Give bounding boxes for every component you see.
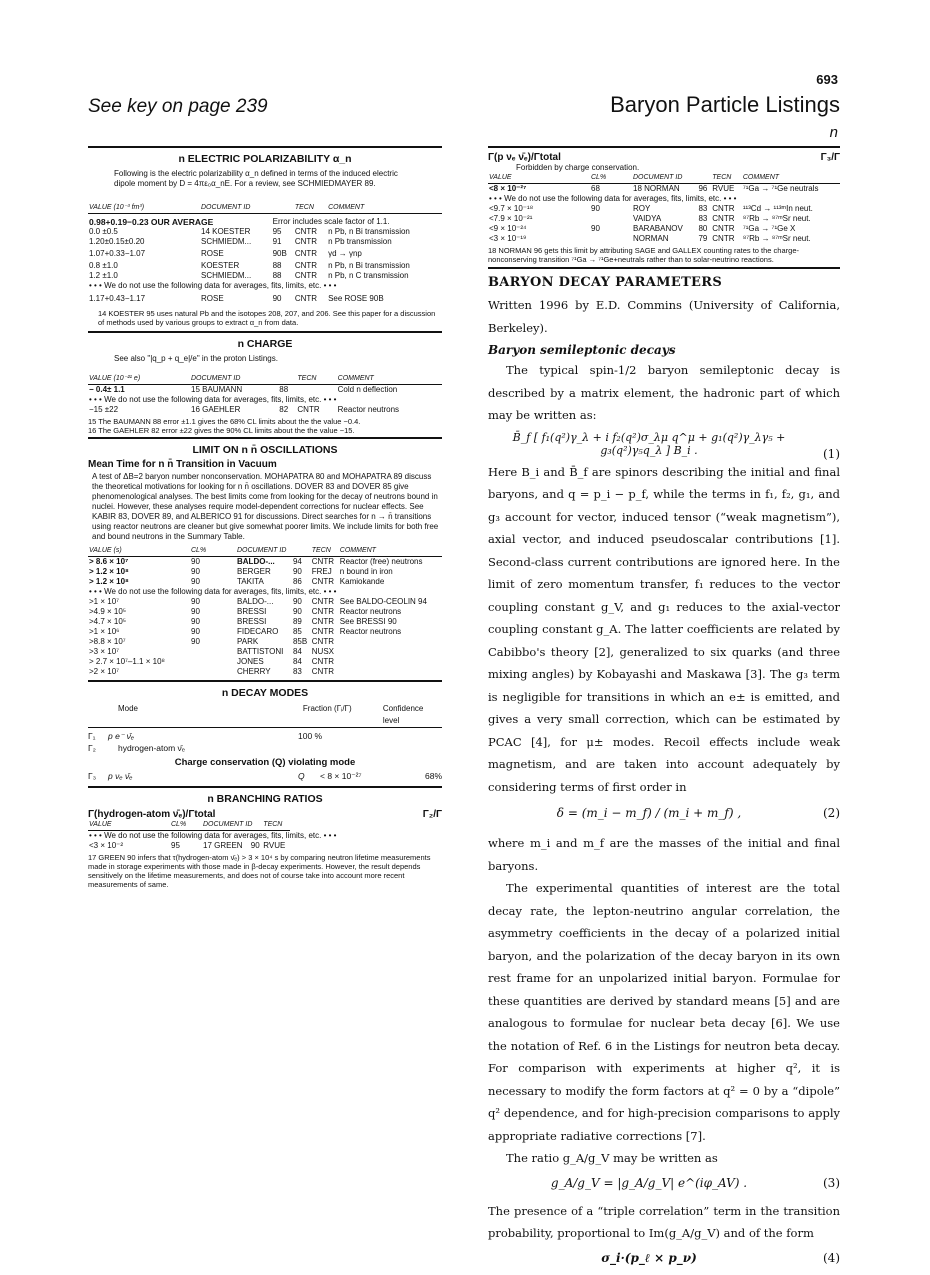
oscillation-title: LIMIT ON n n̄ OSCILLATIONS xyxy=(192,444,338,456)
table-cell: ⁸⁷Rb → ⁸⁷ᵐSr neut. xyxy=(742,214,811,223)
left-column xyxy=(88,146,442,891)
branching-title: n BRANCHING RATIOS xyxy=(207,793,323,805)
table-cell: ⁷¹Ga → ⁷¹Ge X xyxy=(742,224,796,233)
table-cell: >2 × 10⁷ xyxy=(89,667,120,676)
col-header: DOCUMENT ID xyxy=(200,203,294,214)
table-cell: CNTR xyxy=(311,617,334,626)
col-header: CL% xyxy=(190,546,236,557)
table-cell: BARABANOV xyxy=(633,224,683,233)
polarizability-table xyxy=(88,203,442,307)
decay-modes-title: n DECAY MODES xyxy=(221,687,309,699)
table-cell: CNTR xyxy=(311,607,334,616)
table-cell: n bound in iron xyxy=(339,567,393,576)
table-cell: 90 xyxy=(250,841,260,850)
footnote: 18 NORMAN 96 gets this limit by attributing SAGE and GALLEX counting rates to the charge-nonconserving transition ⁷¹Ga → ⁷¹Ge+neutrals rather than to solar-neutrino reactions. xyxy=(488,246,799,264)
table-cell: 91 xyxy=(272,237,282,246)
table-row xyxy=(488,214,840,224)
table-cell: < 8 × 10⁻²⁷ xyxy=(320,771,362,781)
table-cell: n Pb, n Bi transmission xyxy=(328,261,410,270)
charge-violating-heading: Charge conservation (Q) violating mode xyxy=(174,757,356,768)
paragraph: The experimental quantities of interest are the total decay rate, the lepton-neutrino angular correlation, the asymmetry coefficients in the decay of a polarized initial baryon, and the polarization of the decay baryon in its own rest frame for an unpolarized initial baryon. Formulae for these quantities are derived by standard means [5] and are analogous to formulae for nuclear beta decay [6]. We use the notation of Ref. 6 in the Listings for neutron beta decay. For comparison with experiments at higher q², it is necessary to modify the form factors at q² = 0 by a “dipole” q² dependence, and for high-precision comparisons to apply appropriate radiative corrections [7]. xyxy=(488,881,840,1143)
table-cell: CNTR xyxy=(712,224,735,233)
table-row xyxy=(488,184,840,195)
col-header: DOCUMENT ID xyxy=(202,820,262,831)
footnote: 16 The GAEHLER 82 error ±22 gives the 90% CL limits about the the value −15. xyxy=(88,426,355,435)
oscillation-intro: A test of ΔB=2 baryon number nonconservation. MOHAPATRA 80 and MOHAPATRA 89 discuss the theoretical motivations for looking for n n̄ oscillations. DOVER 83 and DOVER 85 give phenomenological analyses. The best limits come from looking for the decay of neutrons bound in nuclei. However, these analyses require model-dependent corrections for nuclear effects. See KABIR 83, DOVER 89, and ALBERICO 91 for discussions. Direct searches for n → n̄ transitions using reactor neutrons are cleaner but give somewhat poorer limits. We include limits for both free and bound neutrons in the Summary Table. xyxy=(92,472,439,541)
notused-line: • • • We do not use the following data for averages, fits, limits, etc. • • • xyxy=(89,587,337,596)
oscillation-subtitle: Mean Time for n n̄ Transition in Vacuum xyxy=(88,459,277,470)
table-cell: 83 xyxy=(292,667,302,676)
table-cell: Γ₃/Γ xyxy=(820,152,840,163)
table-cell: 90 xyxy=(191,557,200,566)
running-title: Baryon Particle Listings xyxy=(610,92,840,117)
table-cell: >8.8 × 10⁷ xyxy=(89,637,126,646)
table-cell: SCHMIEDM... xyxy=(201,271,252,280)
table-cell: 83 xyxy=(698,214,708,223)
table-row xyxy=(88,271,442,281)
table-cell: TAKITA xyxy=(237,577,264,586)
charge-table xyxy=(88,374,442,415)
table-cell: 68 xyxy=(591,184,600,193)
table-cell: 90 xyxy=(191,577,200,586)
table-cell: δ = (m_i − m_f) / (m_i + m_f) , xyxy=(556,806,742,820)
table-row xyxy=(88,227,442,237)
table-cell: CNTR xyxy=(294,294,318,303)
table-cell: 89 xyxy=(292,617,302,626)
table-row xyxy=(88,247,442,261)
table-cell: 88 xyxy=(272,261,282,270)
particle-symbol: n xyxy=(829,124,838,141)
table-cell: CNTR xyxy=(294,227,318,236)
table-cell: <3 × 10⁻² xyxy=(89,841,124,850)
table-cell: 17 GREEN xyxy=(203,841,243,850)
table-cell xyxy=(590,214,632,224)
col-header: VALUE (s) xyxy=(88,546,190,557)
table-row xyxy=(88,657,442,667)
table-cell xyxy=(190,647,236,657)
table-cell: CNTR xyxy=(712,214,735,223)
table-cell: 90 xyxy=(191,597,200,606)
table-cell: 1.07+0.33−1.07 xyxy=(89,249,146,258)
table-cell: Reactor (free) neutrons xyxy=(339,557,423,566)
table-cell: BERGER xyxy=(237,567,271,576)
table-cell: (1) xyxy=(823,446,840,461)
table-row xyxy=(88,261,442,271)
table-cell: PARK xyxy=(237,637,259,646)
table-row xyxy=(88,567,442,577)
table-cell: Fraction (Γᵢ/Γ) xyxy=(302,704,352,713)
article-title: BARYON DECAY PARAMETERS xyxy=(488,275,723,290)
col-header: COMMENT xyxy=(337,374,442,385)
table-cell: CNTR xyxy=(297,405,320,414)
table-cell: ROSE xyxy=(201,249,224,258)
table-cell: See BALDO-CEOLIN 94 xyxy=(339,597,427,606)
table-cell: Cold n deflection xyxy=(337,385,398,394)
table-row xyxy=(88,617,442,627)
col-header: TECN xyxy=(311,546,339,557)
table-cell xyxy=(339,647,442,657)
decay-mode-row xyxy=(88,730,442,742)
table-cell: > 1.2 × 10⁸ xyxy=(89,577,129,586)
table-cell: p νₑ ν̄ₑ xyxy=(108,771,133,781)
table-cell: <9.7 × 10⁻¹⁸ xyxy=(489,204,534,213)
table-cell: 90 xyxy=(292,607,302,616)
table-cell: BRESSI xyxy=(237,617,267,626)
page-number: 693 xyxy=(816,72,838,87)
table-row xyxy=(88,667,442,677)
table-cell: NUSX xyxy=(311,647,334,656)
table-cell: B̄_f [ f₁(q²)γ_λ + i f₂(q²)σ_λμ q^μ + g₁(q²)γ_λγ₅ + g₃(q²)γ₅q_λ ] B_i . xyxy=(512,430,786,457)
table-row xyxy=(88,637,442,647)
table-cell: Kamiokande xyxy=(339,577,385,586)
see-key-link[interactable]: See key on page 239 xyxy=(88,96,268,117)
table-cell: 85B xyxy=(292,637,308,646)
decay-modes-header xyxy=(88,703,442,727)
ratio-intro: Forbidden by charge conservation. xyxy=(516,163,640,172)
table-cell: Γ₂ xyxy=(88,743,96,753)
table-cell: −15 ±22 xyxy=(89,405,119,414)
table-cell: 90 xyxy=(191,607,200,616)
col-header: CL% xyxy=(170,820,202,831)
polarizability-title: n ELECTRIC POLARIZABILITY α_n xyxy=(178,153,352,165)
table-cell: Γ₁ xyxy=(88,731,96,741)
charge-title: n CHARGE xyxy=(237,338,293,350)
table-cell xyxy=(296,385,336,396)
table-row xyxy=(88,385,442,396)
oscillation-table xyxy=(88,546,442,677)
table-cell: ⁸⁷Rb → ⁸⁷ᵐSr neut. xyxy=(742,234,811,243)
table-cell xyxy=(190,667,236,677)
table-cell: (4) xyxy=(823,1250,840,1265)
table-cell: 1.20±0.15±0.20 xyxy=(89,237,145,246)
table-cell: 18 NORMAN xyxy=(633,184,680,193)
table-cell: > 2.7 × 10⁷–1.1 × 10⁸ xyxy=(89,657,165,666)
table-cell: <8 × 10⁻²⁷ xyxy=(489,184,527,193)
table-cell xyxy=(339,657,442,667)
table-cell: BALDO-... xyxy=(237,597,274,606)
table-cell: CNTR xyxy=(311,627,334,636)
table-cell: CNTR xyxy=(311,557,334,566)
table-cell: Mode xyxy=(117,704,138,713)
table-cell: (2) xyxy=(823,806,840,820)
table-cell: BALDO-... xyxy=(237,557,275,566)
table-cell: CNTR xyxy=(311,577,334,586)
col-header: COMMENT xyxy=(339,546,442,557)
table-cell: Reactor neutrons xyxy=(339,627,402,636)
table-cell: CNTR xyxy=(294,237,318,246)
table-row xyxy=(488,204,840,214)
col-header: TECN xyxy=(294,203,327,214)
footnote: 17 GREEN 90 infers that τ(hydrogen-atom ν̄ₑ) > 3 × 10⁴ s by comparing neutron lifetime measurements made in storage experiments with those made in β-decay experiments. However, the result depends sensitively on the lifetime measurements, and does not of course take into account more recent measurements of same. xyxy=(88,853,431,889)
table-cell: Γ₃ xyxy=(88,771,97,781)
table-cell: 1.17+0.43−1.17 xyxy=(89,294,146,303)
branching-ratio-title xyxy=(88,810,442,820)
table-cell: Γ₂/Γ xyxy=(422,809,442,820)
table-row xyxy=(88,597,442,607)
decay-mode-row xyxy=(88,770,442,782)
ratio-table xyxy=(488,173,840,244)
table-cell: NORMAN xyxy=(633,234,669,243)
table-cell: CNTR xyxy=(311,667,334,676)
table-row xyxy=(88,607,442,617)
table-cell: 90 xyxy=(191,637,200,646)
table-cell: <7.9 × 10⁻²¹ xyxy=(489,214,533,223)
col-header: VALUE xyxy=(488,173,590,184)
table-cell: CNTR xyxy=(311,657,334,666)
table-cell: 90 xyxy=(191,567,200,576)
table-cell: 90 xyxy=(272,294,282,303)
col-header: VALUE (10⁻²¹ e) xyxy=(88,374,190,385)
table-cell: 90 xyxy=(191,617,200,626)
table-cell: >4.7 × 10⁵ xyxy=(89,617,127,626)
table-cell: CNTR xyxy=(294,271,318,280)
table-cell: 100 % xyxy=(298,731,323,741)
table-cell: 16 GAEHLER xyxy=(191,405,241,414)
table-cell: CNTR xyxy=(712,204,735,213)
table-cell: 88 xyxy=(279,385,289,394)
footnote: 14 KOESTER 95 uses natural Pb and the isotopes 208, 207, and 206. See this paper for a discussion of methods used by various groups to extract α_n from data. xyxy=(98,309,436,327)
table-cell: p e⁻ ν̄ₑ xyxy=(108,731,135,741)
table-cell: > 1.2 × 10⁸ xyxy=(89,567,129,576)
table-cell: 84 xyxy=(292,647,302,656)
table-cell: 0.0 ±0.5 xyxy=(89,227,118,236)
table-cell: 0.8 ±1.0 xyxy=(89,261,118,270)
table-cell: 95 xyxy=(171,841,180,850)
footnote: 15 The BAUMANN 88 error ±1.1 gives the 68% CL limits about the the value −0.4. xyxy=(88,417,361,426)
article-byline: Written 1996 by E.D. Commins (University of California, Berkeley). xyxy=(488,298,840,335)
table-cell: > 8.6 × 10⁷ xyxy=(89,557,129,566)
table-row xyxy=(488,224,840,234)
table-cell: FIDECARO xyxy=(237,627,279,636)
table-cell: Γ(p νₑ ν̄ₑ)/Γtotal xyxy=(488,152,561,163)
article-subtitle: Baryon semileptonic decays xyxy=(488,343,676,357)
table-row xyxy=(88,237,442,247)
table-cell: >1 × 10⁶ xyxy=(89,627,120,636)
table-cell: See BRESSI 90 xyxy=(339,617,397,626)
table-cell: JONES xyxy=(237,657,264,666)
table-cell: ¹¹³Cd → ¹¹³ᵐIn neut. xyxy=(742,204,813,213)
equation-4 xyxy=(488,1245,840,1275)
paragraph: Here B_i and B̄_f are spinors describing the initial and final baryons, and q = p_i − p_f, while the terms in f₁, f₂, g₁, and g₃ account for vector, induced tensor (“weak magnetism”), axial vector, and induced pseudoscalar contributions [1]. Second-class current contributions are ignored here. In the limit of zero momentum transfer, f₁ reduces to the vector coupling constant g_V, and g₁ reduces to the axial-vector coupling constant g_A. The latter coefficients are related by Cabibbo's theory [2], generalized to six quarks (and three mixing angles) by Kobayashi and Maskawa [3]. The g₃ term is negligible for transitions in which an e± is emitted, and gives a very small correction, which can be estimated by PCAC [4], for μ± modes. Recoil effects include weak magnetism, and are taken into account adequately by considering terms of first order in xyxy=(488,464,840,794)
equation-3 xyxy=(488,1170,840,1200)
table-cell: 84 xyxy=(292,657,302,666)
table-cell: CNTR xyxy=(311,637,334,646)
table-cell: Q xyxy=(298,771,305,781)
table-cell: 90 xyxy=(591,224,600,233)
equation-2 xyxy=(488,798,840,832)
table-cell: 88 xyxy=(272,271,282,280)
ratio-title xyxy=(488,153,840,163)
polarizability-intro: Following is the electric polarizability α_n defined in terms of the induced electric dipole moment by D = 4πε₀α_nE. For a review, see SCHMIEDMAYER 89. xyxy=(114,169,398,188)
col-header: CL% xyxy=(590,173,632,184)
table-cell: 90 xyxy=(591,204,600,213)
notused-line: • • • We do not use the following data for averages, fits, limits, etc. • • • xyxy=(89,281,337,290)
table-cell: FREJ xyxy=(311,567,332,576)
notused-line: • • • We do not use the following data for averages, fits, limits, etc. • • • xyxy=(89,395,337,404)
col-header: TECN xyxy=(296,374,336,385)
table-cell xyxy=(339,637,442,647)
col-header: DOCUMENT ID xyxy=(190,374,296,385)
average-row xyxy=(88,214,442,228)
table-row xyxy=(88,291,442,307)
table-cell: <9 × 10⁻²⁴ xyxy=(489,224,527,233)
table-cell: ROSE xyxy=(201,294,224,303)
table-row xyxy=(88,841,442,851)
col-header: DOCUMENT ID xyxy=(236,546,311,557)
table-cell: 95 xyxy=(272,227,282,236)
table-cell: BRESSI xyxy=(237,607,267,616)
col-header: VALUE (10⁻³ fm³) xyxy=(88,203,200,214)
table-cell: − 0.4± 1.1 xyxy=(89,385,125,394)
table-row xyxy=(488,234,840,244)
table-cell: <3 × 10⁻¹⁹ xyxy=(489,234,527,243)
table-cell: hydrogen-atom ν̄ₑ xyxy=(118,743,185,753)
table-cell: CNTR xyxy=(294,249,318,258)
table-cell: 15 BAUMANN xyxy=(191,385,243,394)
table-row xyxy=(88,577,442,587)
notused-line: • • • We do not use the following data for averages, fits, limits, etc. • • • xyxy=(489,194,737,203)
table-cell: n Pb, n Bi transmission xyxy=(328,227,410,236)
table-cell: (3) xyxy=(823,1175,840,1190)
table-cell: Reactor neutrons xyxy=(337,405,400,414)
table-cell: CNTR xyxy=(311,597,334,606)
table-cell: g_A/g_V = |g_A/g_V| e^(iφ_AV) . xyxy=(550,1175,748,1190)
table-cell xyxy=(590,234,632,244)
table-row xyxy=(88,405,442,415)
table-cell: 79 xyxy=(698,234,708,243)
table-cell: 83 xyxy=(698,204,708,213)
table-cell: >3 × 10⁷ xyxy=(89,647,120,656)
col-header: TECN xyxy=(262,820,290,831)
table-cell: 82 xyxy=(279,405,289,414)
col-header: VALUE xyxy=(88,820,170,831)
col-header: TECN xyxy=(711,173,742,184)
table-cell: RVUE xyxy=(263,841,286,850)
table-cell: 90B xyxy=(272,249,287,258)
branching-table xyxy=(88,820,442,851)
table-cell: 1.2 ±1.0 xyxy=(89,271,118,280)
table-cell: n Pb transmission xyxy=(328,237,392,246)
table-row xyxy=(88,647,442,657)
right-column xyxy=(488,146,840,1275)
table-cell: 80 xyxy=(698,224,708,233)
table-cell: 86 xyxy=(292,577,302,586)
table-cell: 68% xyxy=(424,771,442,781)
col-header: COMMENT xyxy=(742,173,840,184)
table-cell: CNTR xyxy=(712,234,735,243)
table-cell: See ROSE 90B xyxy=(328,294,384,303)
table-cell: CNTR xyxy=(294,261,318,270)
table-cell: ROY xyxy=(633,204,651,213)
table-cell: Γ(hydrogen-atom ν̄ₑ)/Γtotal xyxy=(88,809,216,820)
table-cell: RVUE xyxy=(712,184,735,193)
table-cell: 94 xyxy=(292,557,302,566)
col-header: DOCUMENT ID xyxy=(632,173,711,184)
notused-line: • • • We do not use the following data for averages, fits, limits, etc. • • • xyxy=(89,831,337,840)
table-cell: VAIDYA xyxy=(633,214,662,223)
table-cell: 85 xyxy=(292,627,302,636)
table-cell: >1 × 10⁷ xyxy=(89,597,120,606)
table-cell: BATTISTONI xyxy=(237,647,284,656)
table-cell: CHERRY xyxy=(237,667,271,676)
table-cell: ⁷¹Ga → ⁷¹Ge neutrals xyxy=(742,184,819,193)
table-cell: KOESTER xyxy=(201,261,240,270)
charge-intro: See also "|q_p + q_e|/e" in the proton Listings. xyxy=(114,354,278,363)
table-row xyxy=(88,557,442,568)
table-cell: SCHMIEDM... xyxy=(201,237,252,246)
table-cell: n Pb, n C transmission xyxy=(328,271,409,280)
paragraph: The typical spin-1/2 baryon semileptonic decay is described by a matrix element, the hadronic part of which may be written as: xyxy=(488,363,840,422)
table-cell: Confidence level xyxy=(382,704,424,725)
table-cell: >4.9 × 10⁵ xyxy=(89,607,127,616)
average-value: 0.98+0.19−0.23 OUR AVERAGE xyxy=(89,217,214,227)
table-cell: 90 xyxy=(292,597,302,606)
table-cell: Reactor neutrons xyxy=(339,607,402,616)
table-cell: 90 xyxy=(191,627,200,636)
table-cell xyxy=(339,667,442,677)
table-cell: γd → γnp xyxy=(328,249,362,258)
table-cell: 14 KOESTER xyxy=(201,227,251,236)
table-cell: 90 xyxy=(292,567,302,576)
paragraph: where m_i and m_f are the masses of the initial and final baryons. xyxy=(488,836,840,873)
col-header: COMMENT xyxy=(327,203,442,214)
average-comment: Error includes scale factor of 1.1. xyxy=(272,217,390,226)
decay-mode-row xyxy=(88,742,442,754)
table-cell: 96 xyxy=(698,184,708,193)
paragraph: The ratio g_A/g_V may be written as xyxy=(506,1151,718,1165)
table-cell: σ_i·(p_ℓ × p_ν) xyxy=(601,1250,697,1265)
table-row xyxy=(88,627,442,637)
paragraph: The presence of a “triple correlation” term in the transition probability, proportional to Im(g_A/g_V) and of the form xyxy=(488,1203,840,1240)
equation-1 xyxy=(488,427,840,461)
table-cell xyxy=(190,657,236,667)
